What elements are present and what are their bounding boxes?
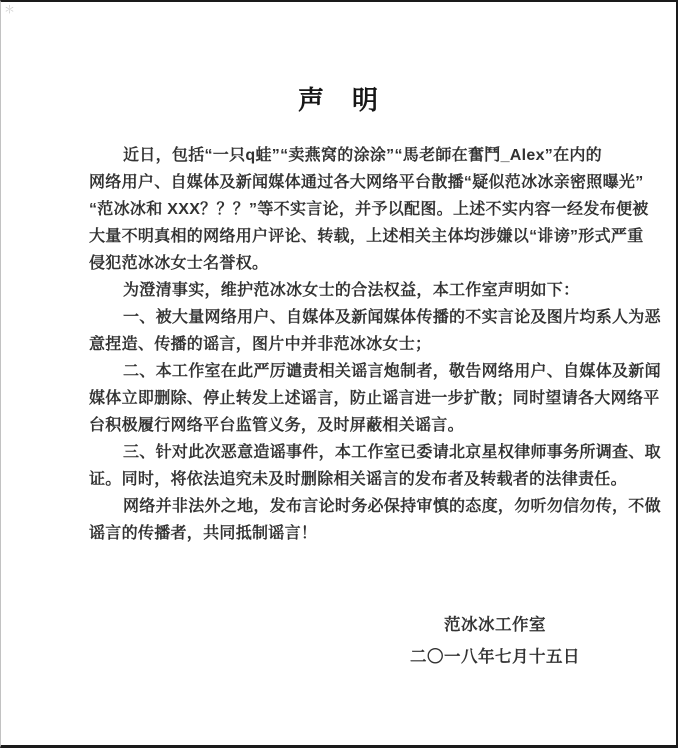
paragraph-line: 一、被大量网络用户、自媒体及新闻媒体传播的不实言论及图片均系人为恶 (123, 309, 661, 326)
paragraph-closing (89, 493, 661, 547)
paragraph-point-two (89, 358, 661, 439)
paragraph-line: 大量不明真相的网络用户评论、转载，上述相关主体均涉嫌以“诽谤”形式严重 (89, 228, 644, 245)
paragraph-line: 媒体立即删除、停止转发上述谣言，防止谣言进一步扩散；同时望请各大网络平 (89, 390, 660, 407)
paragraph-intro (89, 142, 649, 277)
signature-date: 二〇一八年七月十五日 (410, 648, 580, 666)
paragraph-line: 网络并非法外之地，发布言论时务必保持审慎的态度，勿听勿信勿传，不做 (123, 498, 661, 515)
paragraph-line: 近日，包括“一只q蛙”“卖燕窝的涂涂”“馬老師在奮鬥_Alex”在内的 (123, 147, 602, 164)
paragraph-line: 意捏造、传播的谣言，图片中并非范冰冰女士； (89, 336, 432, 353)
document-body (1, 142, 676, 547)
paragraph-point-one (89, 304, 661, 358)
paragraph-line: 侵犯范冰冰女士名誉权。 (89, 255, 269, 272)
paragraph-line: 证。同时，将依法追究未及时删除相关谣言的发布者及转载者的法律责任。 (89, 471, 627, 488)
signature-name: 范冰冰工作室 (444, 616, 546, 634)
scan-artifact-mark: ＊ (4, 4, 15, 16)
document-title: 声 明 (297, 85, 379, 115)
paragraph-line: 台积极履行网络平台监管义务，及时屏蔽相关谣言。 (89, 417, 464, 434)
paragraph-line: 谣言的传播者，共同抵制谣言！ (89, 525, 318, 542)
paragraph-line: 网络用户、自媒体及新闻媒体通过各大网络平台散播“疑似范冰冰亲密照曝光” (89, 174, 644, 191)
paragraph-line: 三、针对此次恶意造谣事件，本工作室已委请北京星权律师事务所调查、取 (123, 444, 661, 461)
paragraph-line: 为澄清事实，维护范冰冰女士的合法权益，本工作室声明如下： (123, 282, 580, 299)
paragraph-purpose (89, 277, 624, 304)
paragraph-line: 二、本工作室在此严厉谴责相关谣言炮制者，敬告网络用户、自媒体及新闻 (123, 363, 661, 380)
signature-block (410, 609, 580, 673)
paragraph-point-three (89, 439, 661, 493)
paragraph-line: “范冰冰和 XXX？？？”等不实言论，并予以配图。上述不实内容一经发布便被 (89, 201, 649, 218)
